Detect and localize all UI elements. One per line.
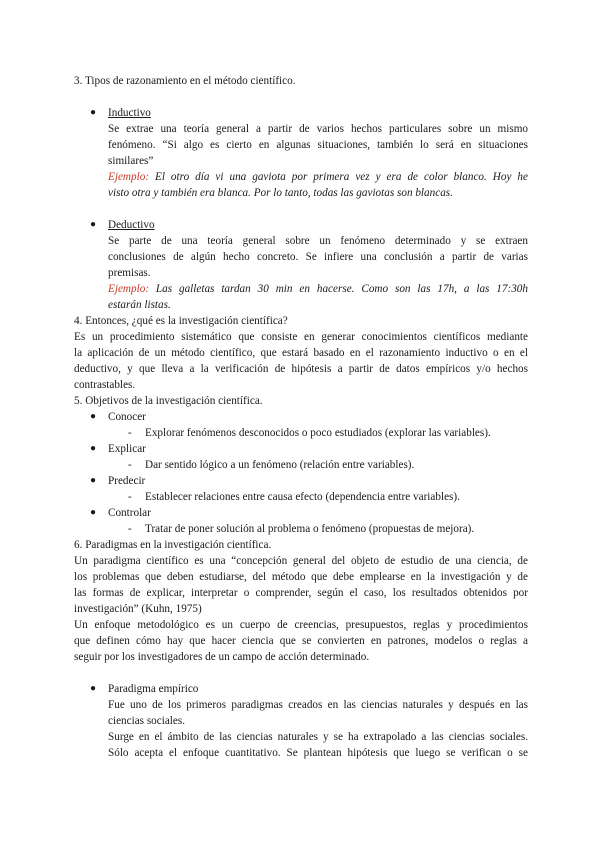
inductivo-line-2: fenómeno. “Si algo es cierto en algunas situaciones, también lo será en situaciones (108, 139, 528, 151)
bullet-icon: ● (90, 107, 97, 118)
objective-title: Controlar (108, 507, 151, 519)
empirico-line-1: Fue uno de los primeros paradigmas creados en las ciencias naturales y después en las (108, 699, 528, 711)
empirico-line-2: ciencias sociales. (108, 715, 186, 727)
objective-title: Explicar (108, 443, 146, 455)
inductivo-line-3: similares” (108, 155, 154, 167)
inductivo-title: Inductivo (108, 107, 151, 119)
objective-title: Predecir (108, 475, 146, 487)
section-6-heading: 6. Paradigmas en la investigación científica. (74, 539, 272, 551)
example-label: Ejemplo: (108, 283, 150, 295)
example-text: El otro día vi una gaviota por primera vez y era de color blanco. Hoy he (155, 171, 528, 183)
example-label: Ejemplo: (108, 171, 150, 183)
dash-icon: - (128, 427, 132, 439)
section-4-line-4: contrastables. (74, 379, 136, 391)
section-4-line-2: la aplicación de un método científico, que estará basado en el razonamiento inductivo o en el (74, 347, 528, 359)
dash-icon: - (128, 523, 132, 535)
objective-detail: Establecer relaciones entre causa efecto (dependencia entre variables). (145, 491, 460, 503)
bullet-icon: ● (90, 507, 97, 518)
dash-icon: - (128, 491, 132, 503)
paradigm-line-3: las formas de explicar, interpretar o comprender, según el caso, los resultados obtenidos por (74, 587, 528, 599)
inductivo-example-line-1 (108, 169, 528, 185)
deductivo-line-1: Se parte de una teoría general sobre un fenómeno determinado y se extraen (108, 235, 528, 247)
objective-detail: Tratar de poner solución al problema o fenómeno (propuestas de mejora). (145, 523, 475, 535)
inductivo-example-line-2: visto otra y también era blanca. Por lo tanto, todas las gaviotas son blancas. (108, 187, 453, 199)
bullet-icon: ● (90, 443, 97, 454)
bullet-icon: ● (90, 219, 97, 230)
enfoque-line-1: Un enfoque metodológico es un cuerpo de creencias, presupuestos, reglas y procedimientos (74, 619, 528, 631)
dash-icon: - (128, 459, 132, 471)
deductivo-title: Deductivo (108, 219, 155, 231)
deductivo-example-line-2: estarán listas. (108, 299, 171, 311)
section-5-heading: 5. Objetivos de la investigación científica. (74, 395, 263, 407)
empirico-title: Paradigma empírico (108, 683, 199, 695)
section-3-heading: 3. Tipos de razonamiento en el método científico. (74, 75, 296, 87)
enfoque-line-3: seguir por los investigadores de un campo de acción determinado. (74, 651, 370, 663)
paradigm-line-2: los problemas que deben estudiarse, del método que debe emplearse en la investigación y de (74, 571, 528, 583)
bullet-icon: ● (90, 683, 97, 694)
paradigm-line-1: Un paradigma científico es una “concepción general del objeto de estudio de una ciencia, de (74, 555, 528, 567)
example-text: Las galletas tardan 30 min en hacerse. Como son las 17h, a las 17:30h (155, 283, 528, 295)
empirico-line-3: Surge en el ámbito de las ciencias naturales y se ha extrapolado a las ciencias sociales. (108, 731, 528, 743)
objective-title: Conocer (108, 411, 146, 423)
deductivo-line-3: premisas. (108, 267, 151, 279)
paradigm-line-4: investigación” (Kuhn, 1975) (74, 603, 202, 615)
section-4-line-3: deductivo, y que lleva a la verificación de hipótesis a partir de datos empíricos y/o hechos (74, 363, 528, 375)
section-4-heading: 4. Entonces, ¿qué es la investigación científica? (74, 315, 288, 327)
section-4-line-1: Es un procedimiento sistemático que consiste en generar conocimientos científicos mediante (74, 331, 528, 343)
enfoque-line-2: que definen cómo hay que hacer ciencia que se convierten en patrones, modelos o reglas a (74, 635, 528, 647)
deductivo-example-line-1 (108, 281, 528, 297)
objective-detail: Dar sentido lógico a un fenómeno (relación entre variables). (145, 459, 415, 471)
inductivo-line-1: Se extrae una teoría general a partir de varios hechos particulares sobre un mismo (108, 123, 528, 135)
bullet-icon: ● (90, 475, 97, 486)
empirico-line-4: Sólo acepta el enfoque cuantitativo. Se plantean hipótesis que luego se verifican o se (108, 747, 528, 759)
objective-detail: Explorar fenómenos desconocidos o poco estudiados (explorar las variables). (145, 427, 491, 439)
deductivo-line-2: conclusiones de algún hecho concreto. Se infiere una conclusión a partir de varias (108, 251, 528, 263)
bullet-icon: ● (90, 411, 97, 422)
